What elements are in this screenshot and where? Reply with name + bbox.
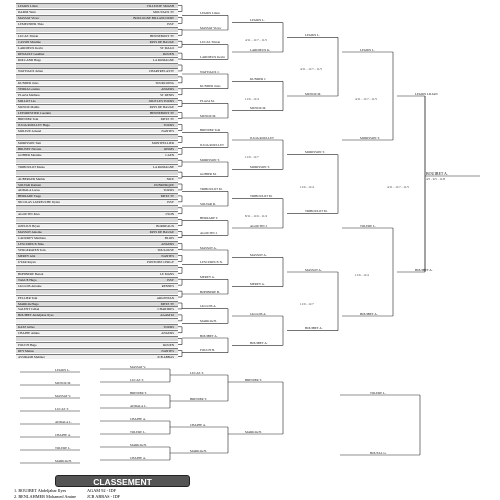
- player-name: VERRA Lorenzo: [18, 87, 41, 92]
- entry-row: [16, 253, 178, 258]
- consolation-r1-player: CHAPPE A.: [130, 416, 146, 421]
- match-score: 4/11 - 11/7 - 11/5: [387, 184, 409, 189]
- round-2-player: BRENIER Tom: [200, 128, 221, 133]
- consolation-r1-player: MARKIA H.: [130, 442, 147, 447]
- round-2-player: LEGRIS Lilian: [200, 11, 220, 16]
- player-club: CAEN: [165, 152, 174, 157]
- player-club: ISSY: [167, 21, 174, 26]
- round-2-player: SOLVAR R.: [200, 201, 216, 206]
- player-name: LARDIEUX Kevin: [18, 45, 43, 50]
- round-5-player: TOLERE L.: [360, 223, 376, 228]
- round-3-player: MUNOZ M.: [250, 106, 267, 111]
- round-2-player: BOUIBET A.: [200, 333, 218, 338]
- entry-row: [16, 199, 178, 204]
- entry-row: [16, 182, 178, 187]
- entry-row: [16, 134, 178, 139]
- entry-row: [16, 86, 178, 91]
- entry-row: [16, 277, 178, 282]
- player-name: JULIA ROULLET Hugo: [18, 123, 50, 127]
- player-name: TRIBOULOT Matéo: [18, 164, 45, 169]
- player-name: VERGERATEN Tom: [18, 247, 46, 252]
- entry-row: [16, 116, 178, 121]
- player-club: PONTOISE CERGY: [147, 259, 174, 264]
- player-name: KATZ Gilles: [18, 325, 35, 330]
- player-club: LYON: [165, 212, 174, 217]
- entry-row: [16, 318, 178, 323]
- match-score: 11/9 - 11/7: [300, 301, 314, 306]
- consolation-final-player: BOUTAL G.: [370, 450, 387, 455]
- entry-row: [16, 354, 178, 359]
- player-club: ST MALO: [160, 45, 174, 50]
- player-club: LE MANS: [160, 271, 174, 276]
- player-club: BORDEAUX: [156, 224, 174, 229]
- entry-row: [16, 15, 178, 20]
- entry-row: [16, 158, 178, 163]
- consolation-left-player: MASSAT V.: [55, 393, 71, 398]
- entry-row: [16, 301, 178, 306]
- consolation-r1-player: BRENIER T.: [130, 390, 147, 395]
- rank-2-club: JCB ABBAS - IDF: [87, 494, 121, 499]
- player-club: TOURS: [163, 188, 174, 193]
- player-name: OZELIUS Bryan: [18, 224, 40, 229]
- player-club: PAYS DE BAUGE: [149, 39, 174, 44]
- round-6-player: BOUIBET A.: [415, 267, 433, 272]
- player-name: DAMM Yann: [18, 9, 36, 14]
- entry-row: [16, 80, 178, 85]
- entry-row: [16, 164, 178, 169]
- player-name: KUNDER Jules: [18, 81, 39, 86]
- player-club: TOURS: [163, 123, 174, 127]
- player-name: LUCAS Tristan: [18, 33, 39, 38]
- round-3-player: JALLOIS A.: [250, 311, 267, 316]
- rank-1-club: AGAM 92 - IDF: [87, 488, 117, 493]
- entry-row: [16, 176, 178, 181]
- player-name: LEFORESTIER Corentin: [18, 111, 51, 116]
- player-club: HENNEBONT TT: [149, 33, 174, 38]
- player-name: MORISSON Tom: [18, 140, 42, 145]
- round-2-player: JULIA ROULLET: [200, 143, 224, 148]
- player-club: LA ROMAGNE: [153, 164, 174, 169]
- round-2-player: WATTIAUX J.: [200, 69, 220, 74]
- player-club: ISSY: [167, 277, 174, 282]
- entry-row: [16, 98, 178, 103]
- player-name: BRUNET Nicolas: [18, 146, 42, 151]
- entry-row: [16, 122, 178, 127]
- consolation-r1-player: LUCAS T.: [130, 377, 144, 382]
- entry-row: [16, 170, 178, 175]
- player-name: CHAPPE Amine: [18, 331, 40, 336]
- consolation-r2-player: BRENIER T.: [190, 396, 207, 401]
- entry-row: [16, 247, 178, 252]
- player-name: NICOLAS LATREUCHE Dylan: [18, 200, 60, 205]
- player-club: BOULOGNE BILLANCOURT: [133, 15, 174, 20]
- entry-row: [16, 336, 178, 341]
- entry-row: [16, 3, 178, 8]
- entry-row: [16, 110, 178, 115]
- player-name: MUNOZ Mathis: [18, 105, 40, 110]
- player-name: WATTIAUX Julien: [18, 69, 43, 74]
- consolation-left-player: MARKIA H.: [55, 458, 72, 463]
- player-club: PAYS DE BAUGE: [149, 230, 174, 235]
- player-club: NANTES: [161, 349, 174, 354]
- round-3-player: MORISSON T.: [250, 165, 270, 170]
- round-4-player: BOUIBET A.: [305, 326, 323, 331]
- match-score: 11/6 - 11/4: [355, 272, 369, 277]
- consolation-left-player: TOLERE L.: [55, 445, 71, 450]
- entry-row: [16, 92, 178, 97]
- round-3-player: BOUIBET A.: [250, 341, 268, 346]
- round-3-player: LARDIEUX K.: [250, 47, 271, 52]
- consolation-r2-player: CHAPPE A.: [190, 422, 206, 427]
- round-3-player: TRIBOULOT M.: [250, 194, 273, 199]
- round-3-player: JULIA ROULLET: [250, 135, 274, 140]
- entry-row: [16, 140, 178, 145]
- entry-row: [16, 187, 178, 192]
- player-club: NANTES: [161, 253, 174, 258]
- match-score: 4/11 - 11/7 - 11/5: [300, 67, 322, 72]
- consolation-r1-player: TOLERE L.: [130, 429, 146, 434]
- entry-row: [16, 68, 178, 73]
- round-2-player: MUNOZ M.: [200, 113, 217, 118]
- entry-row: [16, 348, 178, 353]
- consolation-r3-player: BRENIER T.: [245, 377, 262, 382]
- player-club: NICE: [166, 176, 174, 181]
- player-club: JCB ABBAS: [157, 355, 174, 360]
- rank-2-number: 2.: [14, 494, 18, 499]
- round-4-player: MUNOZ M.: [305, 91, 322, 96]
- player-name: BOUIBET Abdeljabar Ilyes: [18, 313, 54, 318]
- champion-name: BOUIBET A.: [426, 170, 448, 176]
- entry-row: [16, 39, 178, 44]
- player-name: LEGRIS Lilian: [18, 4, 38, 8]
- player-club: JOUE LES TOURS: [148, 99, 174, 104]
- round-6-player: LEGRIS LILIAN: [415, 91, 438, 96]
- entry-row: [16, 229, 178, 234]
- player-name: SOLVAR Romain: [18, 182, 41, 187]
- match-score: 4/11 - 11/7 - 11/5: [245, 37, 267, 42]
- round-2-player: BOHINERE B.: [200, 289, 220, 294]
- entry-row: [16, 57, 178, 62]
- entry-row: [16, 211, 178, 216]
- rank-1: [14, 488, 117, 493]
- entry-row: [16, 205, 178, 210]
- entry-row: [16, 217, 178, 222]
- entry-row: [16, 104, 178, 109]
- round-2-player: TRIBOULOT M.: [200, 187, 223, 192]
- round-2-player: HERRADE T.: [200, 216, 219, 221]
- rank-2: [14, 494, 121, 499]
- player-club: ROUEN: [163, 51, 174, 56]
- entry-row: [16, 330, 178, 335]
- consolation-r1-player: MASSAT V.: [130, 364, 146, 369]
- round-3-player: MEREY A.: [250, 282, 265, 287]
- round-2-player: LARDIEUX Kevin: [200, 55, 225, 60]
- entry-row: [16, 235, 178, 240]
- player-club: ANGERS: [161, 331, 174, 336]
- round-2-player: MARKIA H.: [200, 319, 217, 324]
- consolation-left-player: CHAPPE A.: [55, 432, 71, 437]
- consolation-left-player: MUNOZ M.: [55, 380, 72, 385]
- round-2-player: KUNDER Jules: [200, 84, 221, 89]
- player-club: ST DENIS: [160, 93, 174, 98]
- consolation-r3-player: MARKIA H.: [245, 429, 262, 434]
- player-club: DUNKERQUE: [154, 182, 174, 187]
- entry-row: [16, 51, 178, 56]
- entry-row: [16, 146, 178, 151]
- entry-row: [16, 265, 178, 270]
- match-score: 11/9 - 11/7: [245, 155, 259, 160]
- round-3-player: AGOUTIN J.: [250, 223, 268, 228]
- round-4-player: MASSOT A.: [305, 267, 322, 272]
- player-name: AUBERGER Mathis: [18, 176, 45, 181]
- entry-row: [16, 342, 178, 347]
- player-club: BLOIS: [164, 236, 174, 241]
- player-club: AGAM 92: [160, 313, 174, 318]
- consolation-r1-player: ADDALA L.: [130, 403, 147, 408]
- round-2-player: LUCAS Tristan: [200, 40, 221, 45]
- player-name: RENAULT Gauthier: [18, 51, 45, 56]
- player-club: CHARTRES: [157, 307, 174, 312]
- player-club: HENNEBONT TT: [149, 111, 174, 116]
- player-name: SALENT Célian: [18, 307, 40, 312]
- player-club: METZ TT: [160, 117, 174, 122]
- player-club: TOURCOING: [155, 81, 174, 86]
- round-4-player: TRIBOULOT M.: [305, 209, 328, 214]
- player-name: BOHINERE Benoit: [18, 271, 44, 276]
- player-club: LA ROMAGNE: [153, 57, 174, 62]
- round-2-player: GOHIER M.: [200, 172, 217, 177]
- player-name: JALLOIS Antoine: [18, 283, 42, 288]
- round-4-player: LEGRIS L.: [305, 33, 320, 38]
- entry-row: [16, 283, 178, 288]
- round-2-player: PLAZA M.: [200, 99, 215, 104]
- consolation-left-player: LUCAS T.: [55, 406, 69, 411]
- entry-row: [16, 63, 178, 68]
- player-name: MOLEZE Arnaud: [18, 128, 42, 133]
- match-score: 4/11 - 11/7 - 11/5: [355, 96, 377, 101]
- player-name: MASSOT Antoine: [18, 230, 42, 235]
- rank-1-number: 1.: [14, 488, 18, 493]
- player-name: ASSIRAMI Mehmet: [18, 355, 45, 360]
- player-club: REIMS: [164, 146, 174, 151]
- player-club: METZ TT: [160, 194, 174, 199]
- round-5-player: LEGRIS L.: [360, 47, 375, 52]
- player-club: ARGENTAN: [156, 295, 174, 300]
- player-name: GOHIER Maxime: [18, 152, 42, 157]
- round-5-player: BOUIBET A.: [360, 311, 378, 316]
- player-club: TOURS: [163, 325, 174, 330]
- player-club: TOULOUSE: [157, 247, 174, 252]
- player-club: ROUEN: [163, 343, 174, 348]
- player-club: ANGERS: [161, 87, 174, 92]
- round-2-player: MORISSON T.: [200, 157, 220, 162]
- entry-row: [16, 9, 178, 14]
- entry-row: [16, 152, 178, 157]
- player-club: METZ TT: [160, 301, 174, 306]
- player-club: ANGERS: [161, 242, 174, 246]
- player-name: MARKIA Hugo: [18, 301, 39, 306]
- player-club: NANTES: [161, 128, 174, 133]
- round-4-player: MORISSON T.: [305, 150, 325, 155]
- entry-row: [16, 241, 178, 246]
- champion-score: 4/5 - 9/5 - 11/8: [426, 177, 446, 181]
- entry-row: [16, 289, 178, 294]
- player-name: CADUREY Matthieu: [18, 236, 46, 241]
- player-name: LESCUREUX Nino: [18, 242, 44, 246]
- entry-row: [16, 223, 178, 228]
- player-name: CASSIN Maxime: [18, 39, 41, 44]
- player-club: MONTPELLIER: [151, 140, 174, 145]
- round-3-player: LEGRIS L.: [250, 18, 265, 23]
- round-2-player: FOUCH H.: [200, 348, 215, 353]
- round-2-player: JALLOIS A.: [200, 304, 217, 309]
- round-2-player: MASSOT A.: [200, 245, 217, 250]
- classement-header: CLASSEMENT: [55, 475, 190, 487]
- player-name: UYAR Rayan: [18, 259, 36, 264]
- entry-row: [16, 27, 178, 32]
- consolation-r2-player: MARKIA H.: [190, 448, 207, 453]
- match-score: 8/11 - 11/6 - 11/4: [245, 213, 267, 218]
- entry-row: [16, 74, 178, 79]
- entry-row: [16, 45, 178, 50]
- player-club: CHARTRES ASTT: [148, 69, 174, 74]
- entry-row: [16, 128, 178, 133]
- entry-row: [16, 271, 178, 276]
- player-club: MOUVAUX TT: [153, 9, 174, 14]
- rank-1-name: BOUIBET Abdeljabar Ilyes: [18, 488, 67, 493]
- player-name: MEREY Alix: [18, 253, 36, 258]
- consolation-left-player: LEGRIS L.: [55, 367, 70, 372]
- match-score: 11/6 - 11/4: [300, 184, 314, 189]
- player-club: RENNES: [161, 283, 174, 288]
- player-name: PELLIER Tom: [18, 295, 38, 300]
- consolation-left-player: ADDALA L.: [55, 419, 72, 424]
- rank-2-name: BENLAHMER Mohamed Amine: [18, 494, 77, 499]
- player-name: REY Mattéo: [18, 349, 35, 354]
- player-name: ADDALA Lucas: [18, 188, 40, 193]
- player-name: MILLOT Léo: [18, 99, 36, 104]
- match-score: 11/6 - 11/4: [245, 96, 259, 101]
- player-name: TAGUE Hugo: [18, 277, 37, 282]
- entry-row: [16, 259, 178, 264]
- entry-row: [16, 33, 178, 38]
- round-5-player: MORISSON T.: [360, 135, 380, 140]
- entry-row: [16, 312, 178, 317]
- round-2-player: LESCUREUX N.: [200, 260, 223, 265]
- player-name: LEMEUNIER Théo: [18, 21, 44, 26]
- entry-row: [16, 21, 178, 26]
- round-2-player: MASSAT Victor: [200, 25, 222, 30]
- player-club: PAYS DE BAUGE: [149, 105, 174, 110]
- player-club: VILLEJUIF SMASH: [146, 4, 174, 8]
- player-name: ROLLAND Hugo: [18, 57, 42, 62]
- round-3-player: MASSOT A.: [250, 253, 267, 258]
- entry-row: [16, 193, 178, 198]
- round-2-player: AGOUTIN J.: [200, 231, 218, 236]
- consolation-final-player: TOLERE L.: [370, 390, 386, 395]
- entry-row: [16, 306, 178, 311]
- consolation-r2-player: LUCAS T.: [190, 370, 204, 375]
- player-name: HERRADE Tiago: [18, 194, 42, 199]
- round-2-player: MEREY A.: [200, 275, 215, 280]
- player-name: FOUCH Hugo: [18, 343, 37, 348]
- player-club: ISSY: [167, 200, 174, 205]
- consolation-r1-player: CHAPPE A.: [130, 455, 146, 460]
- player-name: PLAZA Mathieu: [18, 93, 40, 98]
- player-name: MASSAT Victor: [18, 15, 40, 20]
- player-name: AGOUTIN Jules: [18, 212, 40, 217]
- round-3-player: KUNDER J.: [250, 77, 267, 82]
- player-name: BRENIER Tom: [18, 117, 39, 122]
- entry-row: [16, 295, 178, 300]
- entry-row: [16, 324, 178, 329]
